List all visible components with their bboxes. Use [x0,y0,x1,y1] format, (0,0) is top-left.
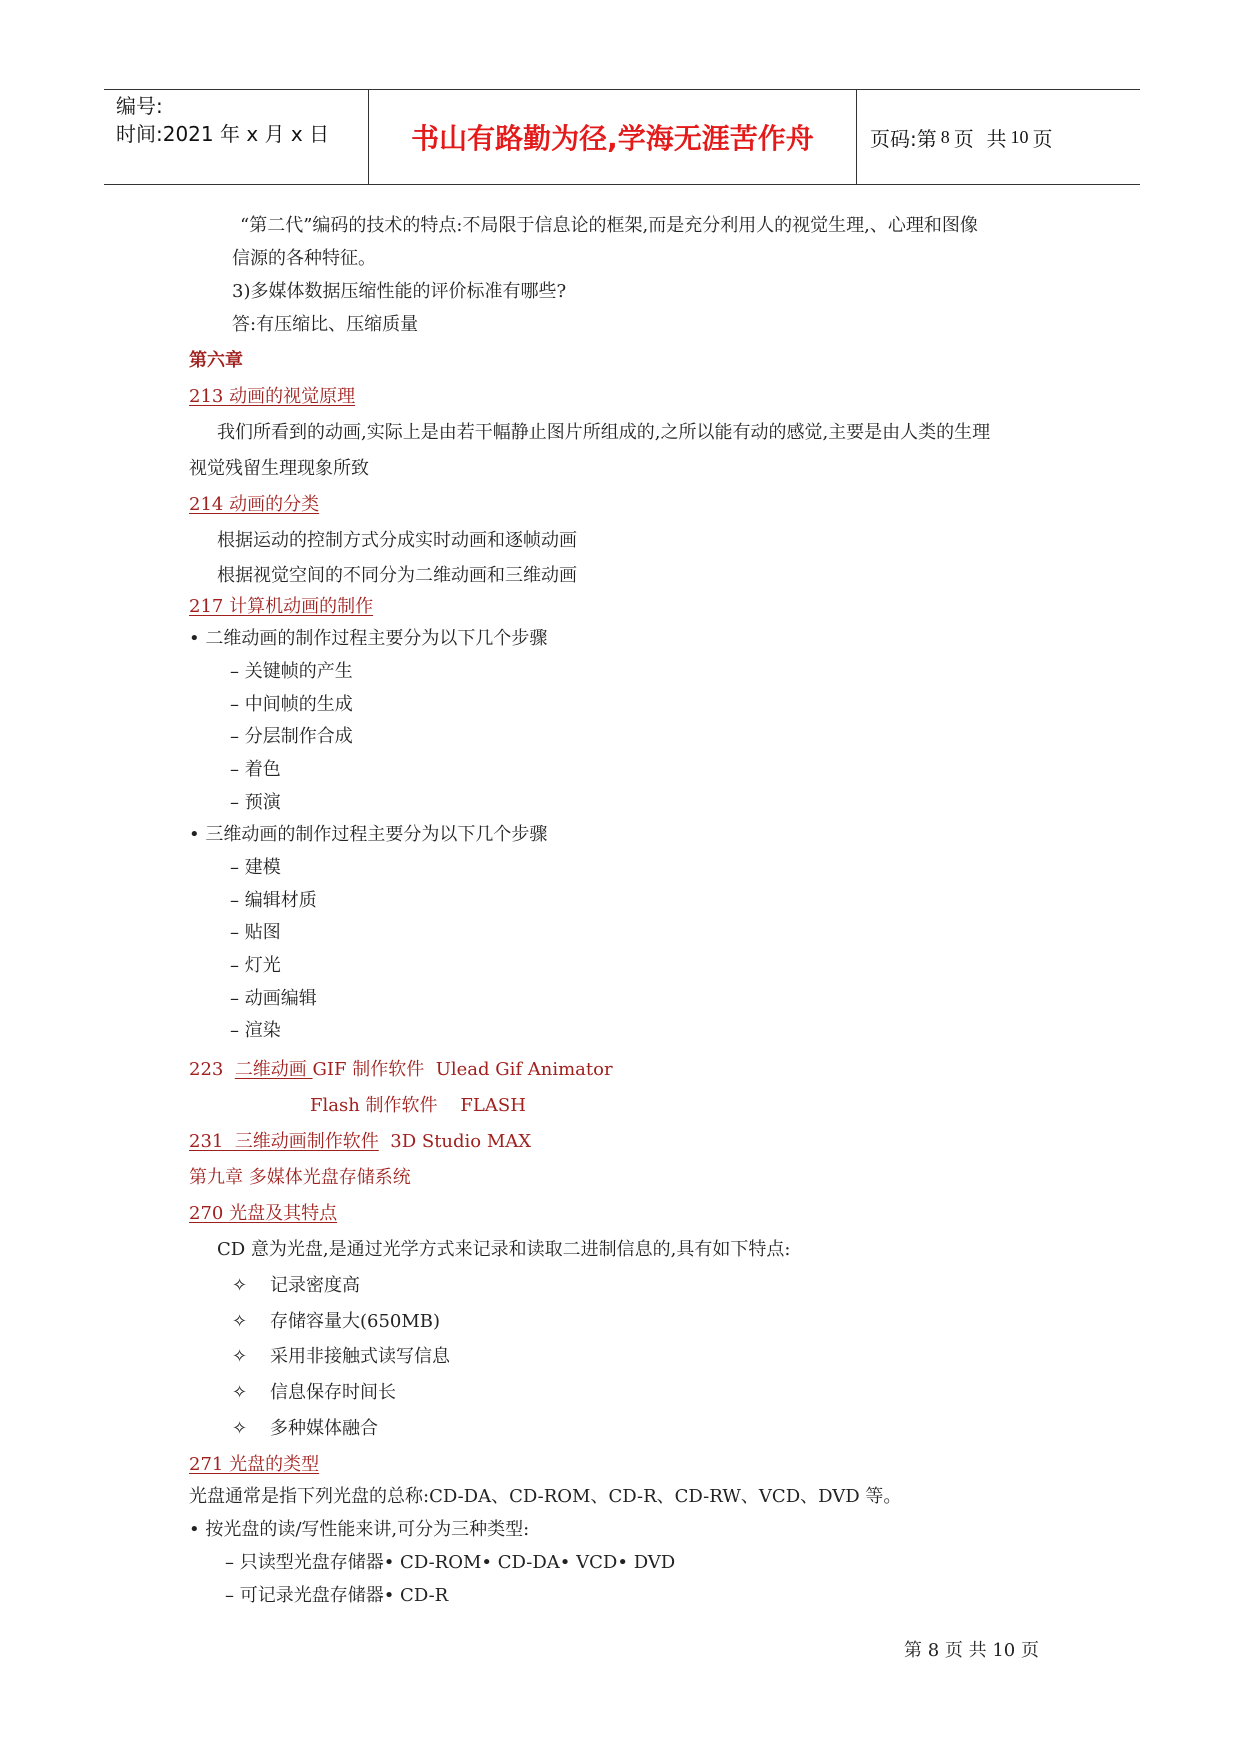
feature-item [232,1310,440,1334]
section-271-para: 光盘通常是指下列光盘的总称:CD-DA、CD-ROM、CD-R、CD-RW、VCD、DVD 等。 [189,1486,902,1507]
section-231 [189,1130,531,1154]
disc-type-item: – 只读型光盘存储器• CD-ROM• CD-DA• VCD• DVD [225,1552,676,1573]
page-current: 8 [940,126,950,147]
intro-line-1: “第二代”编码的技术的特点:不局限于信息论的框架,而是充分利用人的视觉生理,、心理和图像 [240,215,978,236]
step-3d-item: – 编辑材质 [230,890,317,911]
step-2d-item: – 分层制作合成 [230,726,353,747]
step-2d-item: – 预演 [230,792,281,813]
section-231-link[interactable]: 231 三维动画制作软件 [189,1131,379,1152]
section-214-para-1: 根据运动的控制方式分成实时动画和逐帧动画 [217,530,577,551]
page-prefix: 页码:第 [870,126,937,151]
section-271-link[interactable]: 271 光盘的类型 [189,1454,320,1475]
section-223-flash: Flash 制作软件 FLASH [310,1095,526,1116]
section-214-link[interactable]: 214 动画的分类 [189,494,320,515]
step-3d-item: – 动画编辑 [230,988,317,1009]
document-time: 时间:2021 年 x 月 x 日 [116,122,330,146]
step-3d-item: – 贴图 [230,922,281,943]
section-213-para-2: 视觉残留生理现象所致 [189,458,369,479]
diamond-bullet-icon: ✧ [232,1346,248,1367]
page-total: 10 [1010,126,1029,147]
header-meta [116,92,361,182]
feature-text: 记录密度高 [270,1275,360,1296]
section-213-para-1: 我们所看到的动画,实际上是由若干幅静止图片所组成的,之所以能有动的感觉,主要是由人类的生理 [217,422,991,443]
section-217-link[interactable]: 217 计算机动画的制作 [189,596,374,617]
section-213-link[interactable]: 213 动画的视觉原理 [189,386,356,407]
section-231-software: 3D Studio MAX [378,1131,532,1152]
step-2d-item: – 着色 [230,759,281,780]
disc-type-item: – 可记录光盘存储器• CD-R [225,1585,449,1606]
feature-item [232,1345,450,1369]
section-214-para-2: 根据视觉空间的不同分为二维动画和三维动画 [217,565,577,586]
step-2d-item: – 关键帧的产生 [230,661,353,682]
feature-text: 多种媒体融合 [270,1418,378,1439]
feature-text: 信息保存时间长 [270,1382,396,1403]
step-3d-item: – 灯光 [230,955,281,976]
section-270-link[interactable]: 270 光盘及其特点 [189,1203,338,1224]
page-suffix: 页 [1032,126,1053,151]
diamond-bullet-icon: ✧ [232,1311,248,1332]
answer-3: 答:有压缩比、压缩质量 [232,314,419,335]
header-motto: 书山有路勤为径,学海无涯苦作舟 [411,122,814,155]
feature-item [232,1381,396,1405]
header-page-info [870,90,1052,184]
chapter-6-heading: 第六章 [189,350,243,371]
step-2d-item: – 中间帧的生成 [230,694,353,715]
step-3d-item: – 渲染 [230,1020,281,1041]
feature-item [232,1274,360,1298]
section-223 [189,1058,613,1082]
diamond-bullet-icon: ✧ [232,1275,248,1296]
diamond-bullet-icon: ✧ [232,1418,248,1439]
section-223-link[interactable]: 二维动画 [234,1059,313,1080]
intro-line-2: 信源的各种特征。 [232,248,376,269]
bullet-3d-steps: • 三维动画的制作过程主要分为以下几个步骤 [189,824,548,845]
chapter-9-heading: 第九章 多媒体光盘存储系统 [189,1167,411,1188]
section-270-para: CD 意为光盘,是通过光学方式来记录和读取二进制信息的,具有如下特点: [217,1239,791,1260]
document-number-label: 编号: [116,94,163,118]
page-header [104,89,1140,185]
diamond-bullet-icon: ✧ [232,1382,248,1403]
section-223-software: GIF 制作软件 Ulead Gif Animator [312,1059,613,1080]
bullet-disc-types: • 按光盘的读/写性能来讲,可分为三种类型: [189,1519,530,1540]
section-223-number: 223 [189,1059,235,1080]
feature-text: 存储容量大(650MB) [270,1311,441,1332]
header-divider [856,90,857,184]
feature-item [232,1417,378,1441]
page-mid: 页 共 [953,126,1007,151]
step-3d-item: – 建模 [230,857,281,878]
bullet-2d-steps: • 二维动画的制作过程主要分为以下几个步骤 [189,628,548,649]
question-3: 3)多媒体数据压缩性能的评价标准有哪些? [232,281,567,302]
page-footer: 第 8 页 共 10 页 [904,1640,1039,1661]
feature-text: 采用非接触式读写信息 [270,1346,450,1367]
